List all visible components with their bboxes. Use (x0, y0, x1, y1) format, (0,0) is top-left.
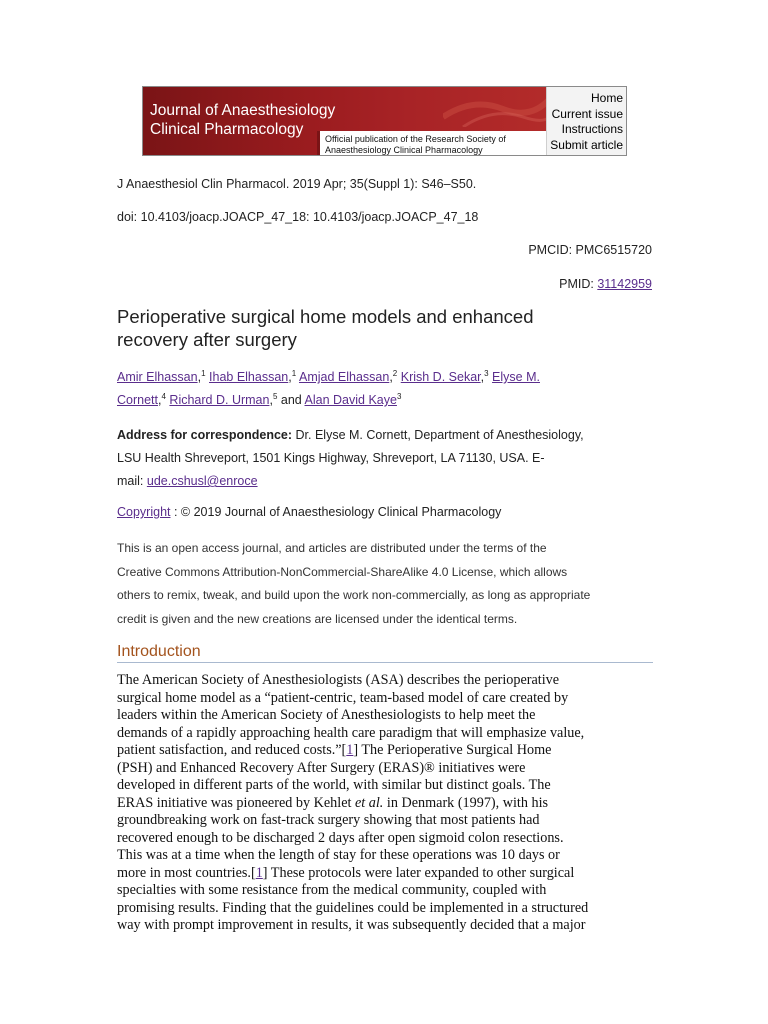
address-line2: LSU Health Shreveport, 1501 Kings Highway, Shreveport, LA 71130, USA. E- (117, 451, 545, 465)
pmid-link[interactable]: 31142959 (597, 277, 652, 291)
article-title (117, 305, 637, 351)
email-link[interactable]: ude.cshusl@enroce (146, 474, 258, 488)
pmid-label: PMID: (559, 277, 598, 291)
body-line (117, 865, 655, 883)
introduction-body (117, 672, 655, 935)
journal-title-line1: Journal of Anaesthesiology (150, 102, 336, 119)
body-line: way with prompt improvement in results, it was subsequently decided that a major (117, 917, 586, 933)
journal-title (150, 101, 335, 139)
author-and: and (277, 393, 305, 407)
address-line1: Dr. Elyse M. Cornett, Department of Anesthesiology, (292, 428, 584, 442)
doi: doi: 10.4103/joacp.JOACP_47_18: 10.4103/joacp.JOACP_47_18 (117, 210, 479, 224)
copyright-text: : © 2019 Journal of Anaesthesiology Clinical Pharmacology (170, 505, 502, 519)
author-affiliation: 1 (291, 368, 297, 378)
section-heading-introduction: Introduction (117, 643, 653, 663)
author-affiliation: 2 (392, 368, 398, 378)
nav-submit-article-link[interactable]: Submit article (550, 137, 623, 152)
author-link[interactable]: Alan David Kaye (304, 393, 397, 407)
address-label: Address for correspondence: (117, 428, 293, 442)
body-line: This was at a time when the length of stay for these operations was 10 days or (117, 847, 560, 863)
body-italic: et al. (354, 794, 384, 811)
body-line: demands of a rapidly approaching health care paradigm that will emphasize value, (117, 724, 585, 741)
author-link[interactable]: Elyse M. (492, 370, 540, 384)
author-link[interactable]: Amjad Elhassan (298, 370, 390, 384)
pmid (559, 277, 652, 291)
banner-nav (546, 87, 626, 156)
author-link[interactable]: Amir Elhassan (117, 370, 198, 384)
banner-decoration-icon (443, 87, 553, 127)
body-fragment: in Denmark (1997), with his (383, 794, 549, 811)
license-line: credit is given and the new creations are licensed under the identical terms. (117, 611, 518, 626)
author-link[interactable]: Ihab Elhassan (209, 370, 289, 384)
article-title-line2: recovery after surgery (117, 329, 297, 350)
nav-instructions-link[interactable]: Instructions (561, 122, 623, 136)
body-line: groundbreaking work on fast-track surgery showing that most patients had (117, 812, 540, 828)
author-affiliation: 5 (272, 391, 278, 401)
body-fragment: ] These protocols were later expanded to other surgical (262, 864, 575, 881)
body-line: promising results. Finding that the guidelines could be implemented in a structured (117, 899, 589, 916)
citation: J Anaesthesiol Clin Pharmacol. 2019 Apr; 35(Suppl 1): S46–S50. (117, 177, 477, 191)
body-line: (PSH) and Enhanced Recovery After Surgery (ERAS)® initiatives were (117, 759, 526, 776)
official-line2: Anaesthesiology Clinical Pharmacology (325, 145, 483, 155)
body-line: specialties with some resistance from the medical community, coupled with (117, 882, 547, 898)
pmcid: PMCID: PMC6515720 (528, 243, 652, 257)
nav-current-issue-link[interactable]: Current issue (551, 106, 623, 121)
body-line: recovered enough to be discharged 2 days after open sigmoid colon resections. (117, 829, 564, 846)
address-line3-prefix: mail: (117, 474, 147, 488)
body-fragment: more in most countries.[ (117, 864, 256, 881)
reference-link[interactable]: 1 (255, 864, 263, 881)
journal-banner (142, 86, 627, 156)
author-list: Amir Elhassan,$^1$ Ihab Elhassan,$^1$ Amjad Elhassan,$^2$ Krish D. Sekar,$^3$ Elyse M. Cornett,$^4$ Richard D. Urman,$^5$ and Alan David Kaye$^3$ (117, 368, 540, 407)
correspondence-address (117, 424, 637, 493)
copyright-line (117, 505, 501, 519)
body-line (117, 742, 655, 760)
body-line: developed in different parts of the world, with similar but distinct goals. The (117, 777, 551, 793)
official-publication-note (317, 131, 549, 156)
author-affiliation: 1 (201, 368, 206, 378)
body-fragment: ERAS initiative was pioneered by Kehlet (117, 794, 355, 811)
license-line: Creative Commons Attribution-NonCommercial-ShareAlike 4.0 License, which allows (117, 564, 568, 579)
body-fragment: patient satisfaction, and reduced costs.”[ (117, 742, 347, 758)
author-link[interactable]: Krish D. Sekar (400, 370, 481, 384)
copyright-link[interactable]: Copyright (117, 505, 171, 519)
nav-home-link[interactable]: Home (590, 91, 623, 105)
author-affiliation: 3 (396, 391, 402, 401)
author-affiliation: 4 (161, 391, 166, 401)
author-affiliation: 3 (484, 368, 489, 378)
official-line1: Official publication of the Research Society of (325, 134, 506, 144)
author-link[interactable]: Richard D. Urman (169, 393, 270, 407)
body-fragment: ] The Perioperative Surgical Home (353, 742, 552, 758)
license-line: others to remix, tweak, and build upon the work non-commercially, as long as appropriate (117, 588, 591, 602)
body-line: leaders within the American Society of Anesthesiologists to help meet the (117, 707, 536, 723)
reference-link[interactable]: 1 (346, 742, 354, 758)
body-line: surgical home model as a “patient-centric, team-based model of care created by (117, 689, 569, 706)
article-title-line1: Perioperative surgical home models and enhanced (117, 306, 534, 327)
journal-title-line2: Clinical Pharmacology (150, 121, 304, 138)
body-line (117, 795, 655, 813)
author-link[interactable]: Cornett (117, 393, 158, 407)
license-line: This is an open access journal, and articles are distributed under the terms of the (117, 541, 547, 555)
license-text (117, 537, 657, 631)
body-line: The American Society of Anesthesiologists (ASA) describes the perioperative (117, 672, 560, 688)
